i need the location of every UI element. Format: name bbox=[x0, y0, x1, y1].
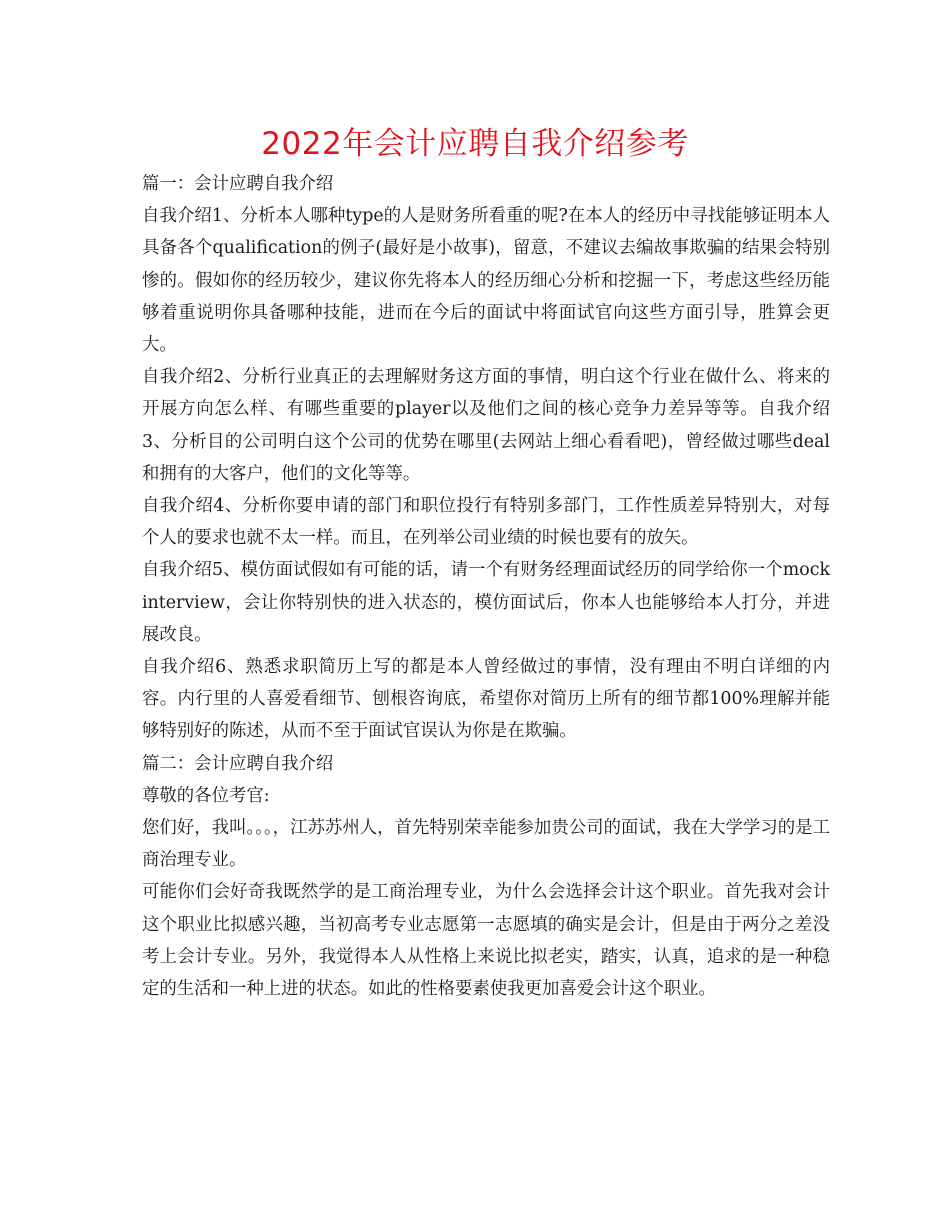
document-body bbox=[142, 168, 830, 1005]
paragraph-tip-1: 自我介绍1、分析本人哪种type的人是财务所看重的呢?在本人的经历中寻找能够证明本人具备各个qualification的例子(最好是小故事)，留意，不建议去编故事欺骗的结果会特别惨的。假如你的经历较少，建议你先将本人的经历细心分析和挖掘一下，考虑这些经历能够着重说明你具备哪种技能，进而在今后的面试中将面试官向这些方面引导，胜算会更大。 bbox=[142, 206, 830, 356]
paragraph-tip-6: 自我介绍6、熟悉求职简历上写的都是本人曾经做过的事情，没有理由不明白详细的内容。内行里的人喜爱看细节、刨根咨询底，希望你对简历上所有的细节都100%理解并能够特别好的陈述，从而不至于面试官误认为你是在欺骗。 bbox=[142, 657, 830, 742]
paragraph-tip-2-3: 自我介绍2、分析行业真正的去理解财务这方面的事情，明白这个行业在做什么、将来的开展方向怎么样、有哪些重要的player以及他们之间的核心竞争力差异等等。自我介绍3、分析目的公司明白这个公司的优势在哪里(去网站上细心看看吧)，曾经做过哪些deal和拥有的大客户，他们的文化等等。 bbox=[142, 367, 830, 484]
paragraph-tip-4: 自我介绍4、分析你要申请的部门和职位投行有特别多部门，工作性质差异特别大，对每个人的要求也就不太一样。而且，在列举公司业绩的时候也要有的放矢。 bbox=[142, 496, 830, 549]
paragraph-greeting: 您们好，我叫。。。，江苏苏州人，首先特别荣幸能参加贵公司的面试，我在大学学习的是工商治理专业。 bbox=[142, 818, 830, 871]
paragraph-tip-5: 自我介绍5、模仿面试假如有可能的话，请一个有财务经理面试经历的同学给你一个mockinterview，会让你特别快的进入状态的，模仿面试后，你本人也能够给本人打分，并进展改良。 bbox=[142, 560, 830, 645]
paragraph-motivation: 可能你们会好奇我既然学的是工商治理专业，为什么会选择会计这个职业。首先我对会计这个职业比拟感兴趣，当初高考专业志愿第一志愿填的确实是会计，但是由于两分之差没考上会计专业。另外，我觉得本人从性格上来说比拟老实，踏实，认真，追求的是一种稳定的生活和一种上进的状态。如此的性格要素使我更加喜爱会计这个职业。 bbox=[142, 882, 830, 1000]
document-title: 2022年会计应聘自我介绍参考 bbox=[261, 126, 689, 162]
section-heading-2: 篇二：会计应聘自我介绍 bbox=[142, 753, 334, 774]
section-heading-1: 篇一：会计应聘自我介绍 bbox=[142, 174, 334, 194]
salutation: 尊敬的各位考官: bbox=[142, 785, 270, 806]
